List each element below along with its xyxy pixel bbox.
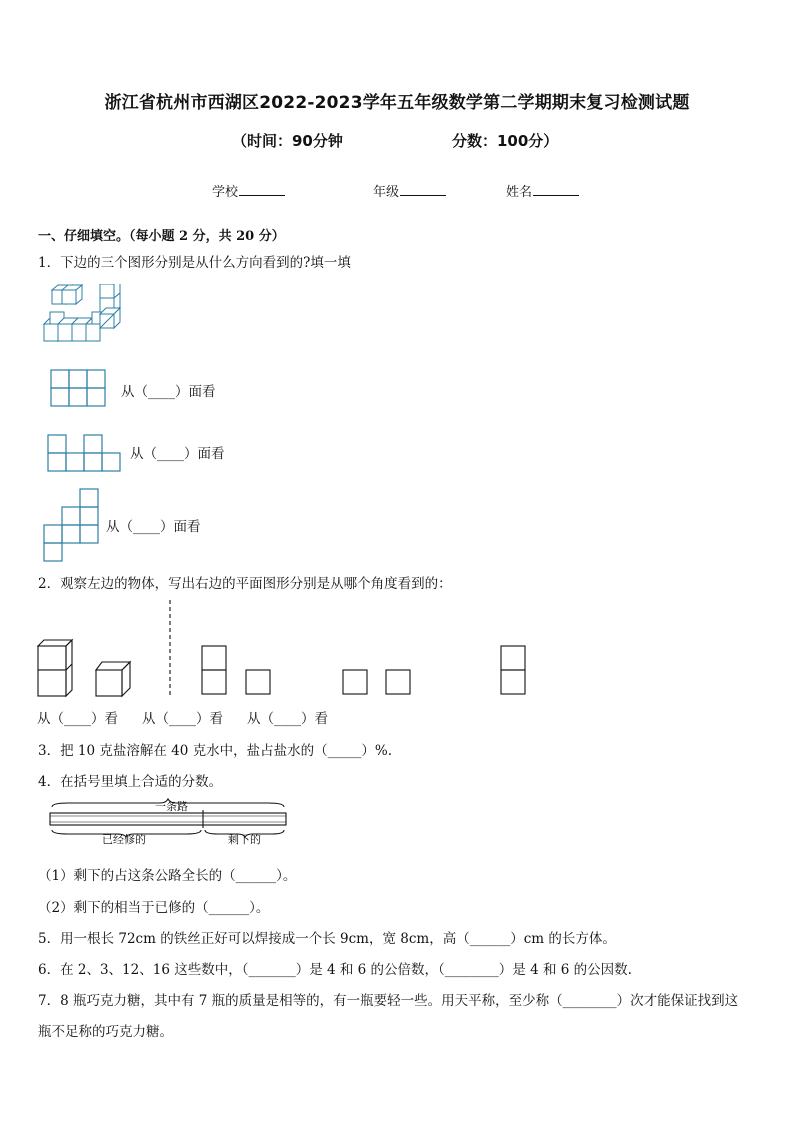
q2-answer-1[interactable]: 从（____）看 xyxy=(37,711,118,727)
remaining-label: 剩下的 xyxy=(228,833,261,846)
question-1: 1．下边的三个图形分别是从什么方向看到的?填一填 xyxy=(38,255,351,271)
cube-stack-figure xyxy=(40,284,130,346)
built-label: 已经修的 xyxy=(102,833,146,846)
grade-blank[interactable] xyxy=(400,183,446,196)
q2-answer-3[interactable]: 从（____）看 xyxy=(247,711,328,727)
school-blank[interactable] xyxy=(239,183,285,196)
question-5: 5．用一根长 72cm 的铁丝正好可以焊接成一个长 9cm，宽 8cm，高（______）cm 的长方体。 xyxy=(38,931,616,947)
view-1-figure xyxy=(50,369,108,409)
exam-score: 分数：100分） xyxy=(452,132,559,150)
name-blank[interactable] xyxy=(533,183,579,196)
question-6: 6．在 2、3、12、16 这些数中，（_______）是 4 和 6 的公倍数，（________）是 4 和 6 的公因数. xyxy=(38,962,632,978)
view-2-answer[interactable]: 从（____）面看 xyxy=(130,446,225,462)
question-7-line-2: 瓶不足称的巧克力糖。 xyxy=(38,1024,173,1040)
view-3-figure xyxy=(42,487,102,563)
question-4-2: （2）剩下的相当于已修的（______）。 xyxy=(38,900,270,916)
road-label: 一条路 xyxy=(155,800,188,813)
exam-time: （时间：90分钟 xyxy=(232,132,343,150)
q2-answer-2[interactable]: 从（____）看 xyxy=(142,711,223,727)
view-2-figure xyxy=(46,433,126,473)
question-4: 4．在括号里填上合适的分数。 xyxy=(38,774,223,790)
grade-label: 年级 xyxy=(373,185,400,200)
section-title: 一、仔细填空。（每小题 2 分，共 20 分） xyxy=(38,229,285,244)
question-2: 2．观察左边的物体，写出右边的平面图形分别是从哪个角度看到的： xyxy=(38,576,452,592)
question-3: 3．把 10 克盐溶解在 40 克水中，盐占盐水的（_____）%. xyxy=(38,743,392,759)
school-label: 学校 xyxy=(212,185,239,200)
name-field xyxy=(506,181,579,200)
page-title: 浙江省杭州市西湖区2022-2023学年五年级数学第二学期期末复习检测试题 xyxy=(104,93,690,113)
question-4-1: （1）剩下的占这条公路全长的（______）。 xyxy=(38,868,297,884)
question-7-line-1: 7．8 瓶巧克力糖，其中有 7 瓶的质量是相等的，有一瓶要轻一些。用天平称，至少称（________）次才能保证找到这 xyxy=(38,993,739,1009)
grade-field xyxy=(373,181,446,200)
school-field xyxy=(212,181,285,200)
objects-and-views-figure xyxy=(36,598,536,698)
view-3-answer[interactable]: 从（____）面看 xyxy=(106,519,201,535)
name-label: 姓名 xyxy=(506,185,533,200)
view-1-answer[interactable]: 从（____）面看 xyxy=(121,384,216,400)
